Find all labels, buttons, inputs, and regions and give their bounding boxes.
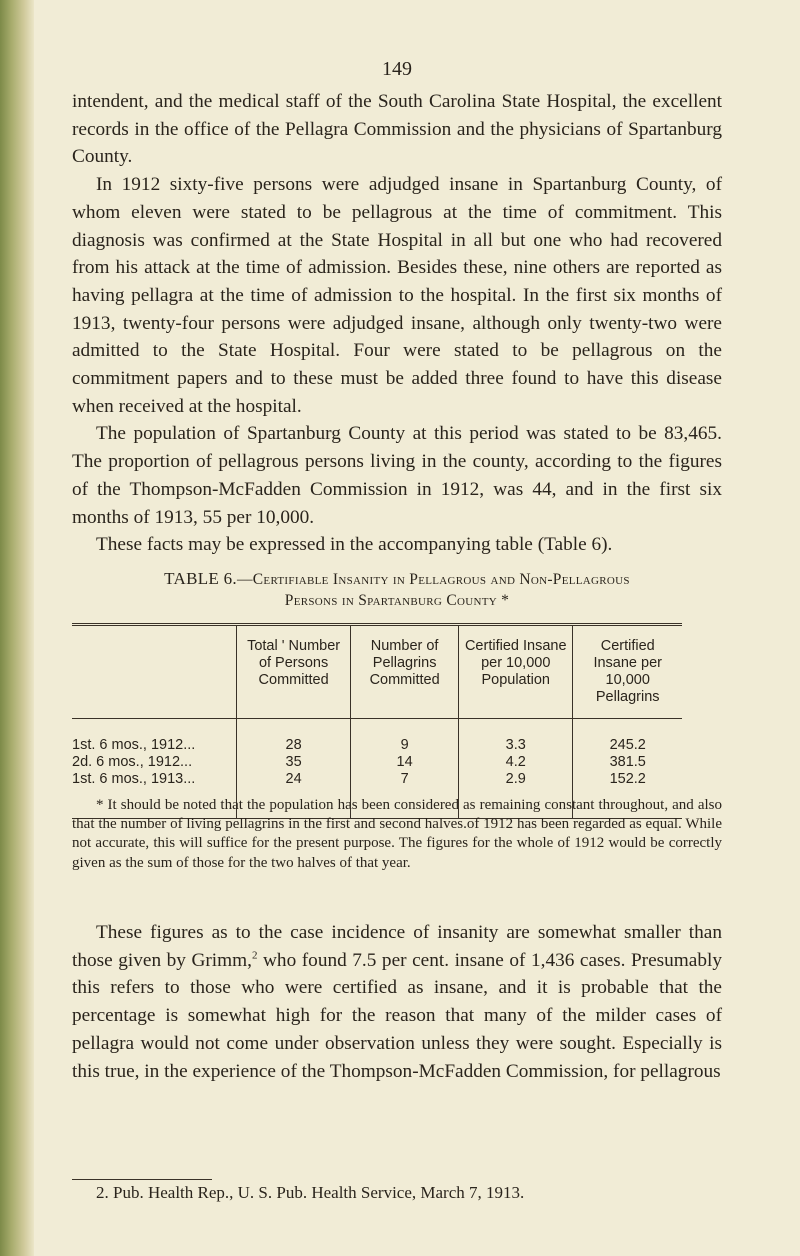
paragraph-part: These figures as to the case incidence of insanity are somewhat smaller than those given by Grimm, (72, 922, 722, 971)
book-binding-edge (0, 0, 34, 1256)
body-text-continued (72, 919, 722, 1085)
table-header-total-committed: Total ' Number of Persons Committed (237, 625, 351, 719)
table-header-per-population: Certified Insane per 10,000 Population (459, 625, 573, 719)
paragraph-part: who found 7.5 per cent. insane of 1,436 cases. Presumably this refers to those who were certified as insane, and it is probable that the percentage is somewhat high for the reason that many of the milder cases of pellagra would not come under observation unless they were sought. Especially is this true, in the experience of the Thompson-McFadden Commission, for pellagrous (72, 949, 722, 1082)
reference-marker: 2 (251, 949, 258, 962)
table-cell: 2.9 (459, 771, 573, 819)
table-cell: 9 (351, 719, 459, 755)
page-number: 149 (382, 58, 412, 80)
table-footnote-text: * It should be noted that the population has been considered as remaining constant throughout, and also that the number of living pellagrins in the first and second halves.of 1912 has been regarded as equal. While not accurate, this will suffice for the present purpose. The figures for the whole of 1912 would be correctly given as the sum of those for the two halves of that year. (72, 797, 722, 871)
table-cell: 24 (237, 771, 351, 819)
body-text (72, 88, 722, 559)
table-cell: 2d. 6 mos., 1912... (72, 754, 193, 770)
table-cell: 4.2 (459, 754, 573, 771)
table-title-line2: Persons in Spartanburg County * (284, 592, 510, 609)
table-cell: 1st. 6 mos., 1912... (72, 737, 196, 753)
paragraph: These facts may be expressed in the accompanying table (Table 6). (96, 534, 613, 556)
paragraph: The population of Spartanburg County at this period was stated to be 83,465. The proportion of pellagrous persons living in the county, according to the figures of the Thompson-McFadden Commission in 1912, was 44, and in the first six months of 1913, 55 per 10,000. (72, 423, 722, 528)
table-cell: 14 (351, 754, 459, 771)
table-title-line1: —Certifiable Insanity in Pellagrous and Non-Pellagrous (236, 571, 630, 588)
table-header-pellagrins-committed: Number of Pellagrins Committed (351, 625, 459, 719)
table-cell: 245.2 (573, 719, 682, 755)
table-cell: 35 (237, 754, 351, 771)
table-cell: 381.5 (573, 754, 682, 771)
table-cell: 3.3 (459, 719, 573, 755)
reference-footnote: 2. Pub. Health Rep., U. S. Pub. Health Service, March 7, 1913. (96, 1183, 525, 1202)
footnote-divider (72, 1179, 212, 1180)
paragraph: In 1912 sixty-five persons were adjudged insane in Spartanburg County, of whom eleven were stated to be pellagrous at the time of commitment. This diagnosis was confirmed at the State Hospital in all but one who had recovered from his attack at the time of admission. Besides these, nine others are reported as having pellagra at the time of admission to the hospital. In the first six months of 1913, twenty-four persons were adjudged insane, although only twenty-two were admitted to the State Hospital. Four were stated to be pellagrous on the commitment papers and to these must be added three found to have this disease when received at the hospital. (72, 174, 722, 417)
table-cell: 7 (351, 771, 459, 819)
table-label: TABLE 6. (164, 569, 237, 588)
table-cell: 1st. 6 mos., 1913... (72, 771, 196, 787)
table-cell: 28 (237, 719, 351, 755)
table-header-stub (72, 625, 237, 719)
table-header-per-pellagrins: Certified Insane per 10,000 Pellagrins (573, 625, 682, 719)
paragraph (72, 919, 722, 1085)
paragraph: intendent, and the medical staff of the South Carolina State Hospital, the excellent records in the office of the Pellagra Commission and the physicians of Spartanburg County. (72, 91, 722, 168)
table-cell: 152.2 (573, 771, 682, 819)
table-row (72, 754, 682, 771)
insanity-table (72, 623, 682, 819)
table-row (72, 719, 682, 755)
table-footnote (72, 796, 722, 873)
table-title (72, 568, 722, 611)
table-header-row (72, 625, 682, 719)
